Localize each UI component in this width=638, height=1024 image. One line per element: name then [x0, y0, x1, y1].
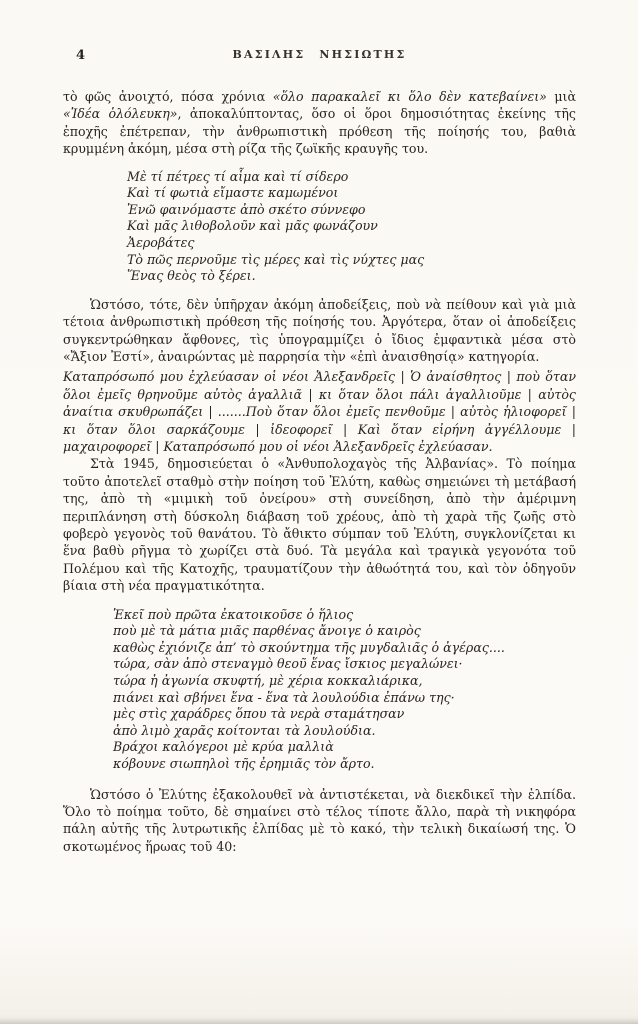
poem-line: Τὸ πῶς περνοῦμε τὶς μέρες καὶ τὶς νύχτες μας [127, 251, 425, 267]
paragraph-1-text: τὸ φῶς ἀνοιχτό, πόσα χρόνια [63, 89, 273, 104]
poem-quote-2 [113, 607, 576, 773]
poem-line: Βράχοι καλόγεροι μὲ κρύα μαλλιὰ [113, 739, 334, 755]
poem-line: τώρα, σὰν ἀπὸ στεναγμὸ θεοῦ ἕνας ἴσκιος μεγαλώνει· [113, 656, 463, 672]
paragraph-1-text-2: μιὰ [546, 89, 576, 104]
poem-quote-1 [127, 169, 576, 285]
poem-line: Ἀεροβάτες [127, 235, 195, 250]
paragraph-4: Ὡστόσο ὁ Ἐλύτης ἐξακολουθεῖ νὰ ἀντιστέκεται, νὰ διεκδικεῖ τὴν ἐλπίδα. Ὅλο τὸ ποίημα τοῦτο, δὲ σημαίνει στὸ τέλος τίποτε ἄλλο, παρὰ τὴ νικηφόρα πάλη αὐτῆς τῆς λυτρωτικῆς ἐλπίδας μὲ τὸ κακό, τὴν τελικὴ δικαίωσή της. Ὁ σκοτωμένος ἥρωας τοῦ 40: [63, 786, 576, 854]
poem-line: Ἐκεῖ ποὺ πρῶτα ἐκατοικοῦσε ὁ ἥλιος [113, 606, 354, 622]
scan-edge-shadow [0, 1018, 638, 1024]
poem-line: καθὼς ἐχιόνιζε ἀπ’ τὸ σκούντημα τῆς μυγδαλιᾶς ὁ ἀγέρας.... [113, 639, 505, 655]
poem-line: Μὲ τί πέτρες τί αἷμα καὶ τί σίδερο [127, 168, 349, 184]
poem-line: ἀπὸ λιμὸ χαρᾶς κοίτονται τὰ λουλούδια. [113, 722, 376, 738]
poem-line: μὲς στὶς χαράδρες ὅπου τὰ νερὰ σταμάτησαν [113, 706, 405, 722]
poem-line: τώρα ἡ ἀγωνία σκυφτή, μὲ χέρια κοκκαλιάρικα, [113, 673, 423, 689]
poem-line: Καὶ τί φωτιὰ εἴμαστε καμωμένοι [127, 185, 339, 201]
paragraph-1 [63, 88, 576, 158]
poem-line: Ἐνῶ φαινόμαστε ἀπὸ σκέτο σύννεφο [127, 201, 366, 217]
paragraph-2: Ὡστόσο, τότε, δὲν ὑπῆρχαν ἀκόμη ἀποδείξεις, ποὺ νὰ πείθουν καὶ γιὰ μιὰ τέτοια ἀνθρωπιστικὴ πρόθεση τῆς ποίησής του. Ἀργότερα, ὅταν οἱ ἀποδείξεις συγκεντρώθηκαν ἄφθονες, τὶς ὑπογραμμίζει ὁ ἴδιος ἐμφαντικὰ μέσα στὸ «Ἄξιον Ἐστί», ἀναιρώντας μὲ παρρησία τὴν «ἐπὶ ἀναισθησίᾳ» κατηγορία. [63, 296, 576, 364]
paragraph-1-quote-2: «Ἰδέα ὁλόλευκη» [63, 106, 178, 122]
running-head: ΒΑΣΙΛΗΣ ΝΗΣΙΩΤΗΣ [232, 48, 407, 61]
quoted-prose-passage: Καταπρόσωπό μου ἐχλεύασαν οἱ νέοι Ἀλεξανδρεῖς | Ὁ ἀναίσθητος | ποὺ ὅταν ὅλοι ἐμεῖς θρηνοῦμε αὐτὸς ἀγαλλιᾶ | κι ὅταν ὅλοι πάλι ἀγαλλιοῦμε | αὐτὸς ἀναίτια σκυθρωπάζει | .......Ποὺ ὅταν ὅλοι ἐμεῖς πενθοῦμε | αὐτὸς ἡλιοφορεῖ | κι ὅταν ὅλοι σαρκάζουμε | ἰδεοφορεῖ | Καὶ ὅταν εἰρήνη ἀγγέλλουμε | μαχαιροφορεῖ | Καταπρόσωπό μου οἱ νέοι Ἀλεξανδρεῖς ἐχλεύασαν. [63, 369, 576, 455]
page-number: 4 [76, 48, 86, 63]
poem-line: κόβουνε σιωπηλοὶ τῆς ἐρημιᾶς τὸν ἄρτο. [113, 756, 375, 772]
poem-line: πιάνει καὶ σβήνει ἕνα - ἕνα τὰ λουλούδια ἐπάνω της· [113, 689, 455, 705]
paragraph-1-quote-1: «ὅλο παρακαλεῖ κι ὅλο δὲν κατεβαίνει» [272, 89, 547, 104]
text-block [63, 48, 576, 855]
poem-line: Ἕνας θεὸς τὸ ξέρει. [127, 268, 256, 284]
poem-line: Καὶ μᾶς λιθοβολοῦν καὶ μᾶς φωνάζουν [127, 218, 378, 234]
page-header [63, 48, 576, 66]
paragraph-1-text-3: , ἀποκαλύπτοντας, ὅσο οἱ ὅροι δημοσιότητας ἐκείνης τῆς ἐποχῆς ἐπέτρεπαν, τὴν ἀνθρωπιστικὴ πρόθεση τῆς ποίησής του, βαθιὰ κρυμμένη ἀκόμη, μέσα στὴ ρίζα τῆς ζωϊκῆς κραυγῆς του. [63, 106, 576, 157]
poem-line: ποὺ μὲ τὰ μάτια μιᾶς παρθένας ἄνοιγε ὁ καιρὸς [113, 623, 421, 639]
paragraph-3: Στὰ 1945, δημοσιεύεται ὁ «Ἀνθυπολοχαγὸς τῆς Ἀλβανίας». Τὸ ποίημα τοῦτο ἀποτελεῖ σταθμὸ στὴν ποίηση τοῦ Ἐλύτη, καθὼς σημειώνει τὴ μετάβασή της, ἀπὸ τὴ «μιμικὴ τοῦ ὀνείρου» στὴ συνείδηση, ἀπὸ τὴν ἀμέριμνη περιπλάνηση στὴ δύσκολη διάβαση τοῦ χρέους, ἀπὸ τὴ χαρὰ τῆς ζωῆς στὸ φοβερὸ γεγονὸς τοῦ θανάτου. Τὸ ἄθικτο σύμπαν τοῦ Ἐλύτη, συγκλονίζεται κι ἕνα βαθὺ ρῆγμα τὸ χωρίζει στὰ δυό. Τὰ μεγάλα καὶ τραγικὰ γεγονότα τοῦ Πολέμου καὶ τῆς Κατοχῆς, τραυματίζουν τὴν ἀθωότητά του, καὶ τὸν ὁδηγοῦν βίαια στὴ νέα πραγματικότητα. [63, 456, 576, 594]
